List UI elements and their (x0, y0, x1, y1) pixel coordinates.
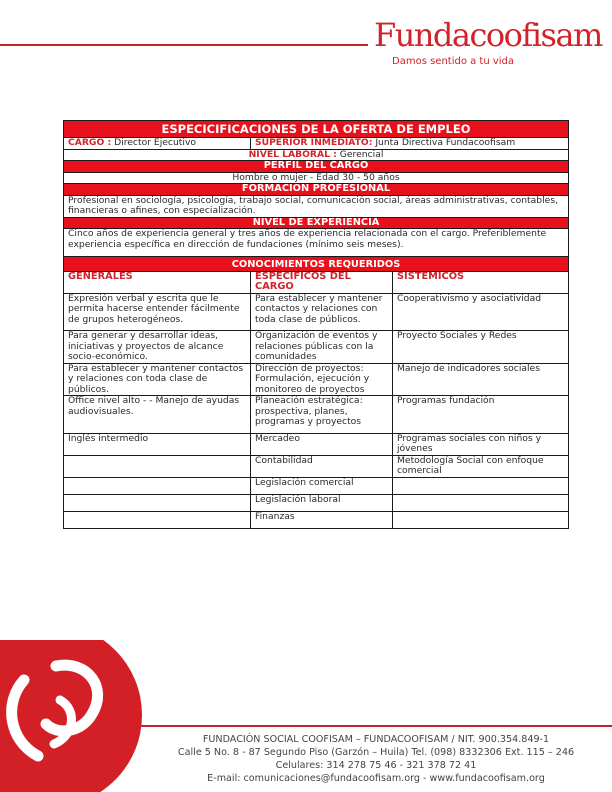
table-cell: Proyecto Sociales y Redes (393, 331, 569, 364)
table-row (64, 331, 569, 364)
logo-tagline: Damos sentido a tu vida (392, 56, 515, 67)
nivel-cell (64, 149, 569, 161)
superior-label: SUPERIOR INMEDIATO: (255, 137, 373, 148)
table-cell (393, 511, 569, 528)
table-row (64, 455, 569, 477)
table-cell: Para establecer y mantener contactos y relaciones con toda clase de públicos. (64, 363, 251, 396)
perfil-heading: PERFIL DEL CARGO (64, 161, 569, 173)
table-row (64, 293, 569, 331)
table-cell: Programas sociales con niños y jóvenes (393, 433, 569, 455)
table-cell: Manejo de indicadores sociales (393, 363, 569, 396)
table-cell: Contabilidad (251, 455, 393, 477)
offer-title-row (64, 121, 569, 138)
footer-line-1: FUNDACIÓN SOCIAL COOFISAM – FUNDACOOFISAM / NIT. 900.354.849-1 (202, 734, 550, 745)
table-cell: Legislación comercial (251, 477, 393, 494)
footer-contact (140, 733, 612, 785)
header-rule (0, 44, 368, 46)
brand-logo (366, 12, 602, 74)
experiencia-row (64, 229, 569, 257)
table-row (64, 511, 569, 528)
perfil-text: Hombre o mujer - Edad 30 - 50 años (64, 172, 569, 184)
cargo-label: CARGO : (68, 137, 112, 148)
formacion-heading: FORMACION PROFESIONAL (64, 184, 569, 196)
cargo-value: Director Ejecutivo (114, 137, 197, 148)
table-cell: Mercadeo (251, 433, 393, 455)
nivel-label: NIVEL LABORAL : (248, 148, 337, 160)
table-cell: Dirección de proyectos: Formulación, ejecución y monitoreo de proyectos (251, 363, 393, 396)
table-cell (64, 477, 251, 494)
column-header-especificos: ESPECIFICOS DEL CARGO (251, 271, 393, 293)
column-header-generales: GENERALES (64, 271, 251, 293)
table-cell: Expresión verbal y escrita que le permita hacerse entender fácilmente de grupos heterogéneos. (64, 293, 251, 331)
conocimientos-heading: CONOCIMIENTOS REQUERIDOS (64, 257, 569, 272)
table-row (64, 477, 569, 494)
table-cell: Legislación laboral (251, 494, 393, 511)
formacion-row (64, 195, 569, 217)
footer (0, 640, 612, 792)
table-row (64, 396, 569, 434)
superior-cell (251, 138, 569, 150)
column-header-row (64, 271, 569, 293)
perfil-heading-row (64, 161, 569, 173)
footer-rule (140, 725, 612, 727)
table-cell: Para establecer y mantener contactos y relaciones con toda clase de públicos. (251, 293, 393, 331)
table-cell: Planeación estratégica: prospectiva, planes, programas y proyectos (251, 396, 393, 434)
table-cell (64, 511, 251, 528)
experiencia-text: Cinco años de experiencia general y tres años de experiencia relacionada con el cargo. Preferiblemente experiencia específica en dirección de fundaciones (mínimo seis meses). (64, 229, 569, 257)
footer-line-2: Calle 5 No. 8 - 87 Segundo Piso (Garzón – Huila) Tel. (098) 8332306 Ext. 115 – 246 (177, 747, 575, 758)
table-cell: Programas fundación (393, 396, 569, 434)
cargo-row (64, 138, 569, 150)
table-cell: Metodología Social con enfoque comercial (393, 455, 569, 477)
table-cell: Organización de eventos y relaciones públicas con la comunidades (251, 331, 393, 364)
perfil-row (64, 172, 569, 184)
column-header-sistemicos: SISTEMICOS (393, 271, 569, 293)
experiencia-heading-row (64, 217, 569, 229)
table-row (64, 363, 569, 396)
table-cell: Cooperativismo y asociatividad (393, 293, 569, 331)
conocimientos-heading-row (64, 257, 569, 272)
table-cell (64, 494, 251, 511)
table-cell (64, 455, 251, 477)
table-row (64, 494, 569, 511)
table-row (64, 433, 569, 455)
cargo-cell (64, 138, 251, 150)
experiencia-heading: NIVEL DE EXPERIENCIA (64, 217, 569, 229)
footer-line-4: E-mail: comunicaciones@fundacoofisam.org - www.fundacoofisam.org (207, 773, 545, 784)
table-cell: Para generar y desarrollar ideas, iniciativas y proyectos de alcance socio-económico. (64, 331, 251, 364)
job-offer-table (63, 120, 569, 529)
superior-value: Junta Directiva Fundacoofisam (375, 137, 516, 148)
formacion-text: Profesional en sociología, psicología, trabajo social, comunicación social, áreas administrativas, contables, financieras o afines, con especialización. (64, 195, 569, 217)
table-cell: Inglés intermedio (64, 433, 251, 455)
table-cell: Office nivel alto - - Manejo de ayudas audiovisuales. (64, 396, 251, 434)
footer-emblem-icon (0, 640, 150, 792)
nivel-row (64, 149, 569, 161)
offer-title: ESPECICIFICACIONES DE LA OFERTA DE EMPLEO (64, 121, 569, 138)
table-cell (393, 494, 569, 511)
nivel-value: Gerencial (339, 148, 384, 160)
footer-line-3: Celulares: 314 278 75 46 - 321 378 72 41 (275, 760, 477, 771)
formacion-heading-row (64, 184, 569, 196)
table-cell: Finanzas (251, 511, 393, 528)
table-cell (393, 477, 569, 494)
logo-name: Fundacoofisam (374, 16, 602, 54)
